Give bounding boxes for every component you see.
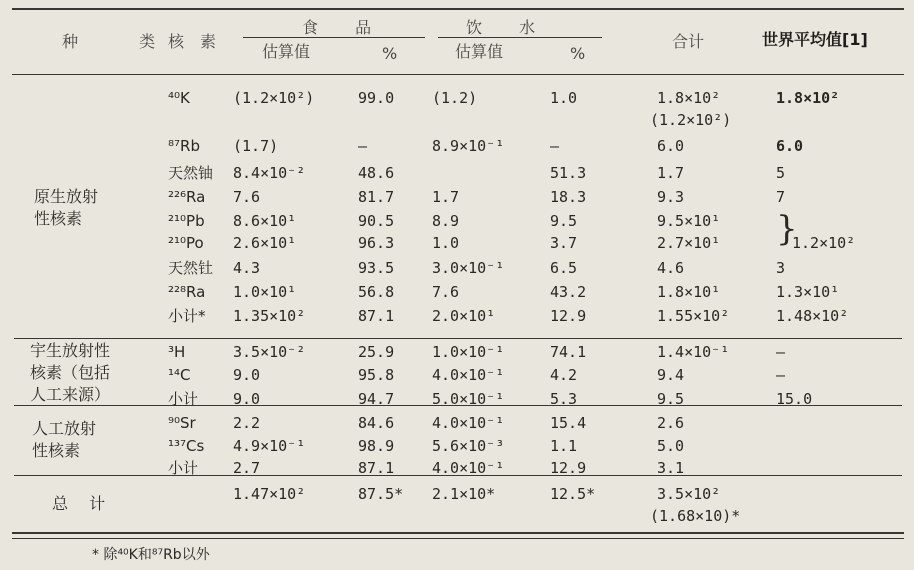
section-grand-total: 总 计 [52,494,114,513]
cell-world: — [776,366,786,384]
table-bottom-rule [12,532,904,534]
cell-food-pct: 96.3 [358,234,395,252]
cell-water-pct: 18.3 [550,188,587,206]
header-category: 种 类 [62,32,184,51]
cell-water-pct: 12.5* [550,485,596,503]
cell-total: 4.6 [657,259,685,277]
cell-food-pct: 90.5 [358,212,395,230]
cell-total: 1.55×10² [657,307,730,325]
cell-water-est: 2.0×10¹ [432,307,496,325]
cell-food-est: 1.47×10² [233,485,306,503]
cell-water-est: 1.7 [432,188,460,206]
cell-water-pct: 1.1 [550,437,578,455]
cell-nuclide: ⁴⁰K [168,89,190,107]
cell-total-secondary: (1.68×10)* [650,507,741,525]
header-water-estimate: 估算值 [455,42,504,61]
cell-total: 3.1 [657,459,685,477]
cell-food-pct: — [358,137,368,155]
cell-nuclide: 天然钍 [168,259,214,277]
cell-nuclide: ¹⁴C [168,366,191,384]
cell-food-est: 1.0×10¹ [233,283,297,301]
cell-water-est: 7.6 [432,283,460,301]
header-food: 食 品 [302,18,388,37]
cell-total: 3.5×10² [657,485,721,503]
cell-water-est: 4.0×10⁻¹ [432,459,505,477]
cell-water-est: 2.1×10* [432,485,496,503]
cell-world: — [776,343,786,361]
cell-food-pct: 25.9 [358,343,395,361]
cell-total: 9.4 [657,366,685,384]
cell-water-est: 8.9×10⁻¹ [432,137,505,155]
cell-nuclide: ²²⁶Ra [168,188,206,206]
cell-food-est: 9.0 [233,390,261,408]
cell-food-pct: 87.1 [358,459,395,477]
cell-food-pct: 48.6 [358,164,395,182]
cell-total: 9.3 [657,188,685,206]
header-rule [12,74,904,75]
cell-food-est: 9.0 [233,366,261,384]
cell-food-est: (1.2×10²) [233,89,315,107]
cell-nuclide: ⁹⁰Sr [168,414,196,432]
cell-total: 6.0 [657,137,685,155]
food-group-line [243,37,425,38]
water-group-line [438,37,602,38]
cell-food-pct: 81.7 [358,188,395,206]
cell-food-pct: 95.8 [358,366,395,384]
cell-total: 5.0 [657,437,685,455]
cell-water-pct: 5.3 [550,390,578,408]
cell-water-pct: 74.1 [550,343,587,361]
section-artificial: 人工放射 性核素 [32,419,97,460]
cell-total: 9.5×10¹ [657,212,721,230]
cell-water-est: 1.0 [432,234,460,252]
cell-water-est: 3.0×10⁻¹ [432,259,505,277]
footnote: * 除⁴⁰K和⁸⁷Rb以外 [92,547,210,563]
header-water: 饮 水 [466,18,552,37]
cell-nuclide: 小计 [168,459,199,477]
cell-nuclide: 小计 [168,390,199,408]
cell-water-est: 4.0×10⁻¹ [432,414,505,432]
cell-water-pct: 12.9 [550,459,587,477]
cell-nuclide: ²²⁸Ra [168,283,206,301]
cell-food-est: 7.6 [233,188,261,206]
cell-total: 1.8×10² [657,89,721,107]
cell-water-pct: 1.0 [550,89,578,107]
cell-food-est: 8.4×10⁻² [233,164,306,182]
cell-food-pct: 93.5 [358,259,395,277]
cell-nuclide: 天然铀 [168,164,214,182]
cell-nuclide: ⁸⁷Rb [168,137,200,155]
header-food-estimate: 估算值 [262,42,311,61]
brace-symbol: } [776,209,798,249]
cell-water-pct: 12.9 [550,307,587,325]
cell-food-est: 8.6×10¹ [233,212,297,230]
cell-food-pct: 94.7 [358,390,395,408]
cell-food-est: 2.2 [233,414,261,432]
section-primordial: 原生放射 性核素 [34,187,99,228]
cell-total: 2.6 [657,414,685,432]
cell-food-est: 2.6×10¹ [233,234,297,252]
cell-water-pct: 43.2 [550,283,587,301]
header-nuclide: 核素 [168,32,233,51]
cell-water-est: (1.2) [432,89,478,107]
cell-food-est: 1.35×10² [233,307,306,325]
cell-world: 15.0 [776,390,813,408]
table-top-rule [12,8,904,10]
cell-food-est: 3.5×10⁻² [233,343,306,361]
cell-nuclide: ²¹⁰Pb [168,212,205,230]
cell-water-pct: 4.2 [550,366,578,384]
section-cosmogenic: 宇生放射性 核素（包括 人工来源） [30,341,111,404]
cell-nuclide: 小计* [168,307,206,325]
cell-water-pct: 6.5 [550,259,578,277]
cell-water-pct: 15.4 [550,414,587,432]
cell-water-est: 4.0×10⁻¹ [432,366,505,384]
cell-total: 1.4×10⁻¹ [657,343,730,361]
cell-water-est: 1.0×10⁻¹ [432,343,505,361]
cell-food-est: 2.7 [233,459,261,477]
cell-world: 1.3×10¹ [776,283,840,301]
header-food-percent: % [382,44,398,63]
cell-food-pct: 56.8 [358,283,395,301]
cell-total: 2.7×10¹ [657,234,721,252]
cell-total: 9.5 [657,390,685,408]
section-rule-1 [14,338,902,339]
table-bottom-rule-thin [12,538,904,539]
cell-nuclide: ³H [168,343,186,361]
cell-world: 1.8×10² [776,89,840,107]
cell-water-est: 5.6×10⁻³ [432,437,505,455]
cell-food-pct: 84.6 [358,414,395,432]
cell-world: 1.48×10² [776,307,849,325]
cell-food-pct: 87.5* [358,485,404,503]
cell-nuclide: ²¹⁰Po [168,234,204,252]
cell-food-pct: 98.9 [358,437,395,455]
cell-nuclide: ¹³⁷Cs [168,437,205,455]
header-world-average: 世界平均值[1] [762,30,868,49]
cell-water-pct: 51.3 [550,164,587,182]
cell-total: 1.7 [657,164,685,182]
cell-water-est: 5.0×10⁻¹ [432,390,505,408]
cell-water-pct: 9.5 [550,212,578,230]
cell-food-est: 4.3 [233,259,261,277]
cell-total-secondary: (1.2×10²) [650,111,732,129]
cell-world: 3 [776,259,786,277]
cell-world: 7 [776,188,786,206]
header-water-percent: % [570,44,586,63]
cell-food-pct: 99.0 [358,89,395,107]
cell-total: 1.8×10¹ [657,283,721,301]
cell-food-pct: 87.1 [358,307,395,325]
header-total: 合计 [672,32,705,51]
cell-world: 1.2×10² [792,234,856,252]
cell-food-est: (1.7) [233,137,279,155]
cell-water-pct: — [550,137,560,155]
cell-food-est: 4.9×10⁻¹ [233,437,306,455]
cell-water-est: 8.9 [432,212,460,230]
cell-water-pct: 3.7 [550,234,578,252]
cell-world: 6.0 [776,137,804,155]
cell-world: 5 [776,164,786,182]
